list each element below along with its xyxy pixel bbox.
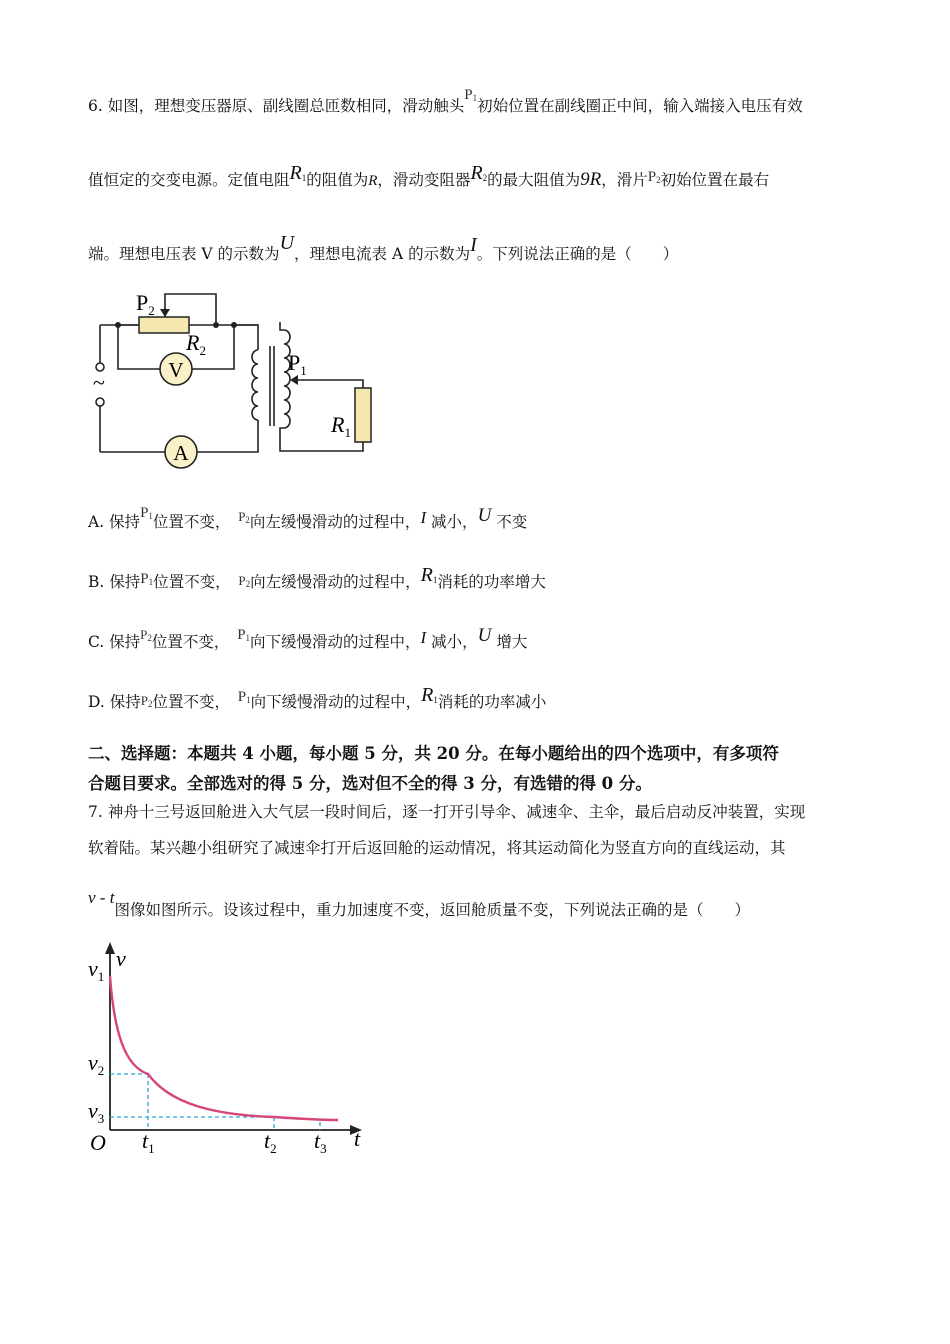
velocity-curve (110, 976, 338, 1120)
r1-label: $R_1$ (331, 412, 351, 440)
section2-heading-line-1: 二、选择题：本题共 4 小题，每小题 5 分，共 20 分。在每小题给出的四个选项中，有多项符 (88, 744, 779, 763)
t2-label: $t_2$ (264, 1128, 277, 1156)
r2-symbol: $R_2$ (470, 162, 488, 184)
v1-label: $v_1$ (88, 956, 105, 984)
q7-line-2: 软着陆。某兴趣小组研究了减速伞打开后返回舱的运动情况，将其运动简化为竖直方向的直线运动，其 (88, 839, 786, 857)
v-axis-label: v (116, 946, 126, 971)
r2-resistor (139, 317, 189, 333)
v3-label: $v_3$ (88, 1098, 105, 1126)
p1-symbol: $P_1$ (464, 87, 478, 103)
option-d[interactable]: D. 保持$P_2$位置不变， $P_1$向下缓慢滑动的过程中，$R_1$消耗的功率减小 (88, 684, 547, 711)
p1-label: $P_1$ (288, 350, 307, 378)
u-symbol: U (279, 232, 295, 254)
r2-label: $R_2$ (186, 330, 206, 358)
v2-label: $v_2$ (88, 1050, 105, 1078)
q6-line-3: 端。理想电压表 V 的示数为U，理想电流表 A 的示数为I。下列说法正确的是（ ） (88, 232, 679, 263)
transformer-circuit-diagram (88, 286, 388, 476)
section2-heading-line-2: 合题目要求。全部选对的得 5 分，选对但不全的得 3 分，有选错的得 0 分。 (88, 774, 652, 793)
nine-r-symbol: 9R (580, 169, 602, 190)
ac-source-symbol: ~ (93, 370, 105, 395)
r1-resistor (355, 388, 371, 442)
p2-symbol: $P_2$ (647, 169, 661, 185)
voltmeter-label: V (168, 358, 184, 382)
q6-line-1: 6. 如图，理想变压器原、副线圈总匝数相同，滑动触头$P_1$初始位置在副线圈正中间，输入端接入电压有效 (88, 87, 803, 115)
p2-label: $P_2$ (136, 290, 155, 318)
i-symbol: I (470, 234, 477, 256)
q7-line-3: v - t图像如图所示。设该过程中，重力加速度不变，返回舱质量不变，下列说法正确的是（ ） (88, 888, 750, 919)
option-b[interactable]: B. 保持$P_1$位置不变， $P_2$向左缓慢滑动的过程中，$R_1$消耗的功率增大 (88, 564, 546, 591)
t-axis-label: t (354, 1126, 361, 1151)
guide-lines (110, 1074, 320, 1130)
q6-line-2: 值恒定的交变电源。定值电阻$R_1$的阻值为R，滑动变阻器$R_2$的最大阻值为9R，滑片$P_2$初始位置在最右 (88, 162, 770, 190)
option-a[interactable]: A. 保持$P_1$位置不变， $^{P_2}$向左缓慢滑动的过程中，I 减小，U 不变 (88, 505, 528, 531)
r1-symbol: $R_1$ (289, 162, 307, 184)
t3-label: $t_3$ (314, 1128, 327, 1156)
ammeter-label: A (173, 441, 189, 465)
v-t-graph (84, 940, 374, 1162)
r-symbol: R (368, 173, 378, 189)
option-c[interactable]: C. 保持$^{P_2}$位置不变， $P_1$向下缓慢滑动的过程中，I 减小，U 增大 (88, 625, 528, 651)
origin-label: O (90, 1130, 106, 1155)
vt-symbol: v - t (88, 888, 115, 907)
q7-line-1: 7. 神舟十三号返回舱进入大气层一段时间后，逐一打开引导伞、减速伞、主伞，最后启动反冲装置，实现 (88, 803, 806, 821)
t1-label: $t_1$ (142, 1128, 155, 1156)
